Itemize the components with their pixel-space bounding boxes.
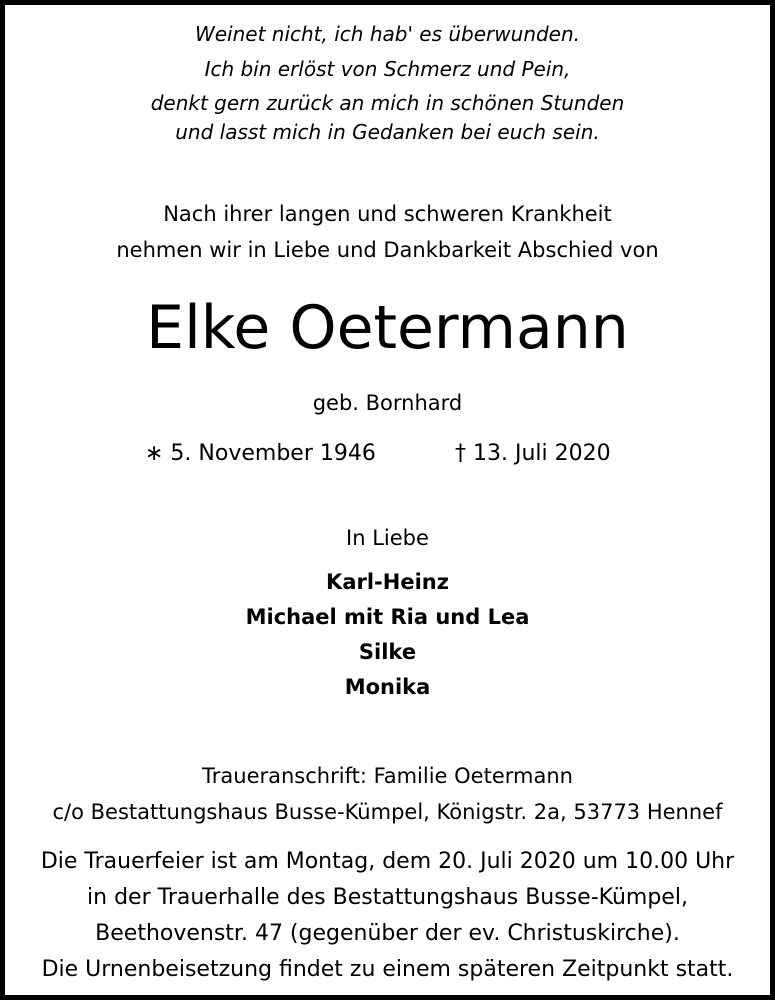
poem-line: und lasst mich in Gedanken bei euch sein. — [175, 120, 600, 144]
birth-date: ∗ 5. November 1946 — [145, 441, 376, 466]
mourners-heading: In Liebe — [346, 526, 429, 550]
poem-line: Ich bin erlöst von Schmerz und Pein, — [204, 57, 571, 81]
mourner-name: Monika — [344, 675, 431, 699]
deceased-name: Elke Oetermann — [146, 293, 629, 363]
mourning-address-line: Traueranschrift: Familie Oetermann — [202, 764, 573, 788]
intro-line: nehmen wir in Liebe und Dankbarkeit Abschied von — [116, 238, 659, 262]
ceremony-info-line: Die Urnenbeisetzung findet zu einem späteren Zeitpunkt statt. — [41, 957, 734, 982]
death-date: † 13. Juli 2020 — [455, 441, 611, 466]
mourner-name: Karl-Heinz — [326, 570, 449, 594]
mourner-name: Michael mit Ria und Lea — [245, 605, 530, 629]
intro-line: Nach ihrer langen und schweren Krankheit — [163, 202, 612, 226]
ceremony-info-line: Die Trauerfeier ist am Montag, dem 20. Juli 2020 um 10.00 Uhr — [40, 849, 735, 874]
mourner-name: Silke — [358, 640, 417, 664]
poem-line: denkt gern zurück an mich in schönen Stunden — [150, 91, 625, 115]
birth-name: geb. Bornhard — [312, 391, 463, 415]
ceremony-info-line: in der Trauerhalle des Bestattungshaus Busse-Kümpel, — [87, 885, 688, 910]
ceremony-info-line: Beethovenstr. 47 (gegenüber der ev. Christuskirche). — [95, 921, 680, 946]
poem-line: Weinet nicht, ich hab' es überwunden. — [194, 22, 581, 46]
mourning-address-line: c/o Bestattungshaus Busse-Kümpel, Königstr. 2a, 53773 Hennef — [52, 800, 723, 824]
